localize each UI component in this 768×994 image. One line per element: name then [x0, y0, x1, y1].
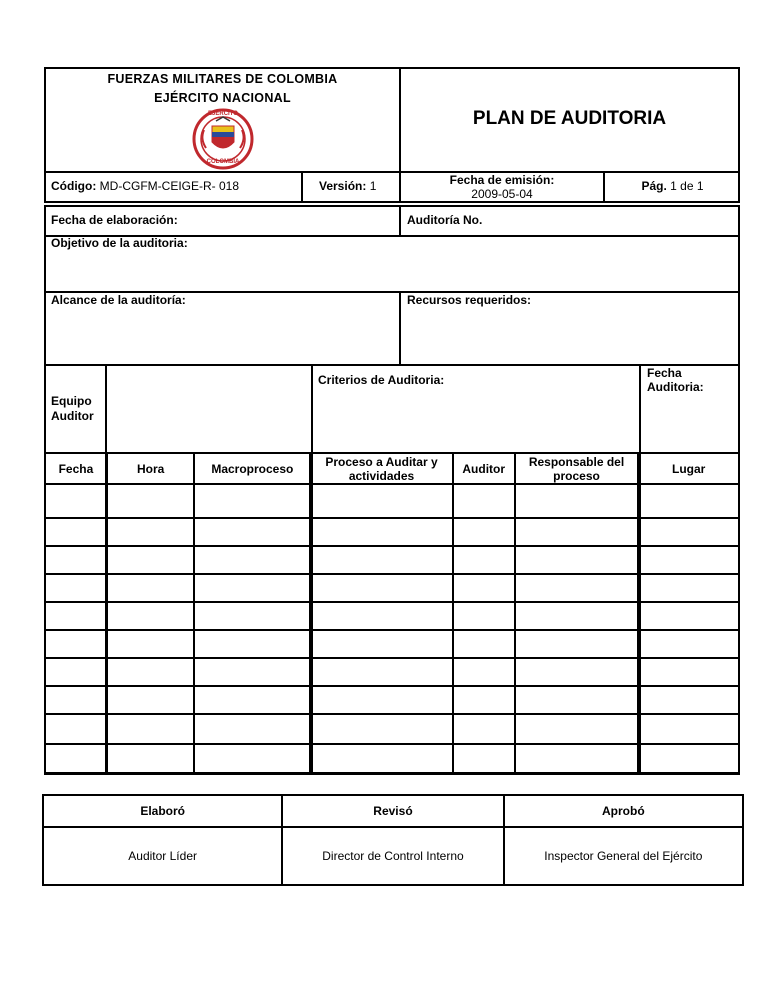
- schedule-cell[interactable]: [453, 630, 515, 658]
- schedule-cell[interactable]: [638, 546, 739, 574]
- schedule-cell[interactable]: [310, 744, 453, 774]
- schedule-cell[interactable]: [453, 518, 515, 546]
- schedule-cell[interactable]: [638, 484, 739, 518]
- schedule-cell[interactable]: [310, 484, 453, 518]
- alcance-label: Alcance de la auditoría:: [51, 293, 186, 307]
- schedule-col-header: Responsable del proceso: [515, 453, 639, 484]
- signature-role: Inspector General del Ejército: [504, 827, 743, 885]
- version-label: Versión:: [319, 179, 367, 193]
- schedule-cell[interactable]: [107, 518, 195, 546]
- schedule-cell[interactable]: [310, 602, 453, 630]
- schedule-cell[interactable]: [194, 574, 310, 602]
- seal-text-top: EJÉRCITO: [208, 111, 238, 117]
- schedule-table: [44, 452, 740, 775]
- schedule-cell[interactable]: [638, 602, 739, 630]
- table-row: [45, 658, 739, 686]
- schedule-cell[interactable]: [453, 484, 515, 518]
- schedule-cell[interactable]: [638, 686, 739, 714]
- schedule-cell[interactable]: [515, 518, 639, 546]
- header-meta-divider: [44, 171, 740, 173]
- schedule-cell[interactable]: [107, 658, 195, 686]
- pag-field: [605, 179, 740, 193]
- schedule-cell[interactable]: [638, 744, 739, 774]
- equipo-auditor-label: Equipo Auditor: [51, 394, 94, 423]
- schedule-cell[interactable]: [453, 686, 515, 714]
- schedule-cell[interactable]: [45, 714, 107, 744]
- fecha-emision-value: 2009-05-04: [471, 187, 533, 201]
- schedule-cell[interactable]: [45, 546, 107, 574]
- table-row: [45, 714, 739, 744]
- recursos-label: Recursos requeridos:: [407, 293, 532, 307]
- org-name-line1: FUERZAS MILITARES DE COLOMBIA: [107, 72, 338, 86]
- criterios-label: Criterios de Auditoria:: [318, 373, 445, 387]
- schedule-cell[interactable]: [194, 630, 310, 658]
- schedule-cell[interactable]: [453, 546, 515, 574]
- army-seal-logo: [190, 108, 256, 170]
- schedule-cell[interactable]: [515, 574, 639, 602]
- schedule-cell[interactable]: [515, 714, 639, 744]
- document-title: PLAN DE AUDITORIA: [472, 108, 667, 129]
- signature-value-row: [43, 827, 743, 885]
- schedule-cell[interactable]: [515, 484, 639, 518]
- table-row: [45, 484, 739, 518]
- schedule-cell[interactable]: [107, 484, 195, 518]
- schedule-cell[interactable]: [194, 546, 310, 574]
- schedule-cell[interactable]: [310, 574, 453, 602]
- signature-table: [42, 794, 744, 886]
- form-col-divider-alcance: [399, 291, 401, 366]
- schedule-cell[interactable]: [194, 518, 310, 546]
- version-field: [319, 179, 376, 193]
- schedule-cell[interactable]: [515, 602, 639, 630]
- auditoria-no-label: Auditoría No.: [407, 213, 483, 227]
- schedule-cell[interactable]: [453, 574, 515, 602]
- table-row: [45, 546, 739, 574]
- schedule-cell[interactable]: [310, 686, 453, 714]
- table-row: [45, 630, 739, 658]
- schedule-col-header: Lugar: [638, 453, 739, 484]
- schedule-cell[interactable]: [515, 658, 639, 686]
- schedule-cell[interactable]: [194, 484, 310, 518]
- meta-divider-version: [301, 171, 303, 203]
- codigo-value: MD-CGFM-CEIGE-R- 018: [99, 179, 240, 193]
- schedule-col-header: Hora: [107, 453, 195, 484]
- schedule-col-header: Macroproceso: [194, 453, 310, 484]
- schedule-cell[interactable]: [107, 630, 195, 658]
- schedule-cell[interactable]: [638, 658, 739, 686]
- schedule-cell[interactable]: [45, 484, 107, 518]
- schedule-cell[interactable]: [453, 602, 515, 630]
- fecha-auditoria-label: Fecha Auditoria:: [647, 366, 704, 394]
- signature-role: Auditor Líder: [43, 827, 282, 885]
- table-row: [45, 744, 739, 774]
- schedule-cell[interactable]: [310, 630, 453, 658]
- schedule-cell[interactable]: [638, 714, 739, 744]
- schedule-cell[interactable]: [107, 546, 195, 574]
- schedule-cell[interactable]: [310, 546, 453, 574]
- schedule-cell[interactable]: [107, 686, 195, 714]
- signature-header: Elaboró: [43, 795, 282, 827]
- schedule-cell[interactable]: [107, 744, 195, 774]
- schedule-cell[interactable]: [45, 686, 107, 714]
- fecha-emision-label: Fecha de emisión:: [449, 173, 555, 187]
- signature-header-row: [43, 795, 743, 827]
- schedule-cell[interactable]: [45, 744, 107, 774]
- schedule-cell[interactable]: [638, 574, 739, 602]
- schedule-cell[interactable]: [638, 518, 739, 546]
- schedule-cell[interactable]: [194, 602, 310, 630]
- schedule-cell[interactable]: [194, 686, 310, 714]
- schedule-col-header: Proceso a Auditar y actividades: [310, 453, 453, 484]
- schedule-col-header: Fecha: [45, 453, 107, 484]
- schedule-cell[interactable]: [310, 518, 453, 546]
- form-col-divider-top: [399, 205, 401, 237]
- fecha-elaboracion-label: Fecha de elaboración:: [51, 213, 178, 227]
- schedule-cell[interactable]: [310, 714, 453, 744]
- table-row: [45, 602, 739, 630]
- schedule-cell[interactable]: [453, 744, 515, 774]
- schedule-cell[interactable]: [194, 714, 310, 744]
- schedule-cell[interactable]: [515, 686, 639, 714]
- codigo-label: Código:: [51, 179, 97, 193]
- schedule-cell[interactable]: [194, 744, 310, 774]
- schedule-cell[interactable]: [107, 602, 195, 630]
- schedule-cell[interactable]: [638, 630, 739, 658]
- signature-role: Director de Control Interno: [282, 827, 503, 885]
- schedule-cell[interactable]: [515, 744, 639, 774]
- schedule-cell[interactable]: [515, 546, 639, 574]
- schedule-cell[interactable]: [107, 574, 195, 602]
- schedule-cell[interactable]: [107, 714, 195, 744]
- schedule-cell[interactable]: [45, 518, 107, 546]
- signature-header: Revisó: [282, 795, 503, 827]
- pag-label: Pág.: [641, 179, 667, 193]
- schedule-cell[interactable]: [45, 630, 107, 658]
- seal-text-bottom: COLOMBIA: [206, 159, 240, 165]
- schedule-cell[interactable]: [310, 658, 453, 686]
- schedule-header-row: [45, 453, 739, 484]
- table-row: [45, 574, 739, 602]
- schedule-cell[interactable]: [453, 658, 515, 686]
- schedule-cell[interactable]: [45, 574, 107, 602]
- table-row: [45, 686, 739, 714]
- schedule-cell[interactable]: [194, 658, 310, 686]
- schedule-cell[interactable]: [45, 658, 107, 686]
- codigo-field: [51, 179, 239, 193]
- table-row: [45, 518, 739, 546]
- org-name-line2: EJÉRCITO NACIONAL: [154, 91, 291, 105]
- schedule-cell[interactable]: [45, 602, 107, 630]
- form-row-divider-3: [44, 364, 740, 366]
- version-value: 1: [369, 179, 377, 193]
- schedule-cell[interactable]: [515, 630, 639, 658]
- pag-value: 1 de 1: [670, 179, 704, 193]
- objetivo-label: Objetivo de la auditoria:: [51, 236, 188, 250]
- signature-header: Aprobó: [504, 795, 743, 827]
- schedule-col-header: Auditor: [453, 453, 515, 484]
- schedule-cell[interactable]: [453, 714, 515, 744]
